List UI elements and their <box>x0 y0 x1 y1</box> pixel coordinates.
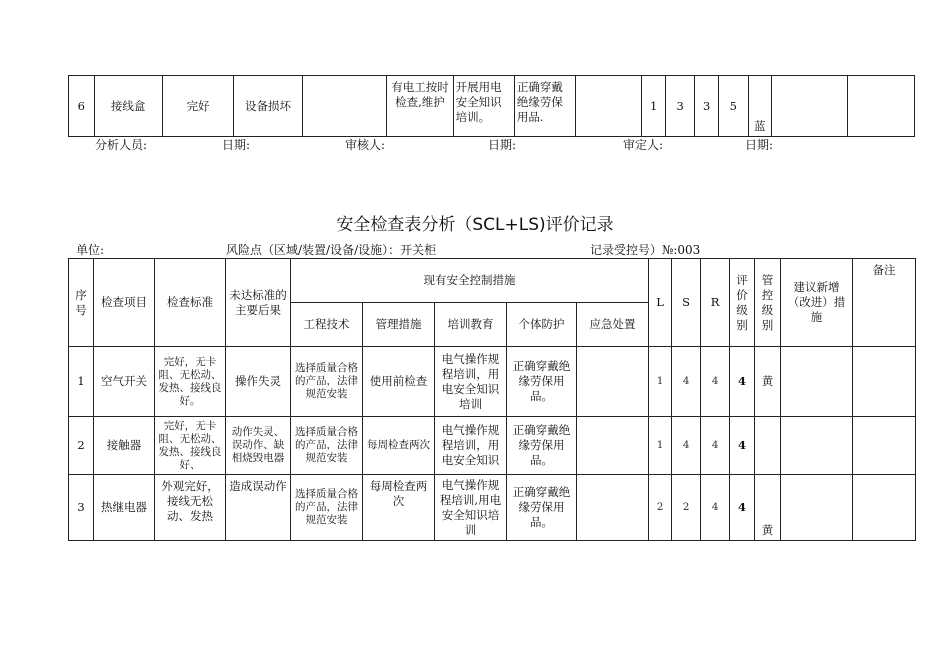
header-remark: 备注 <box>853 259 916 347</box>
page-title: 安全检查表分析（SCL+LS)评价记录 <box>336 215 614 235</box>
cell-R: 4 <box>701 475 730 541</box>
cell-item: 接触器 <box>94 417 155 475</box>
cell-L: 1 <box>642 76 665 137</box>
cell-L: 1 <box>649 417 672 475</box>
unit-label: 单位: <box>76 243 105 257</box>
cell-standard: 完好，无卡阻、无松动、发热、接线良好、 <box>155 417 226 475</box>
cell-consequence: 设备损坏 <box>234 76 302 137</box>
cell-control <box>755 417 781 475</box>
header-no: 序号 <box>69 259 94 347</box>
cell-management: 每周检查两次 <box>363 417 435 475</box>
cell-L: 1 <box>649 347 672 417</box>
cell-remark <box>853 347 916 417</box>
cell-S: 2 <box>672 475 701 541</box>
cell-R: 4 <box>701 347 730 417</box>
cell-level: 4 <box>730 347 755 417</box>
cell-consequence: 操作失灵 <box>226 347 291 417</box>
date-label: 日期: <box>222 138 251 152</box>
risk-point-label: 风险点（区域/装置/设备/设施）：开关柜 <box>226 243 437 257</box>
cell-suggestion <box>781 347 853 417</box>
cell-level: 5 <box>718 76 748 137</box>
cell-engineering: 选择质量合格的产品，法律规范安装 <box>291 417 363 475</box>
cell-no: 6 <box>69 76 95 137</box>
cell-consequence: 造成误动作 <box>226 475 291 541</box>
cell-management: 每周检查两次 <box>363 475 435 541</box>
header-management: 管理措施 <box>363 303 435 347</box>
cell-control: 黄 <box>755 475 781 541</box>
header-engineering: 工程技术 <box>291 303 363 347</box>
cell-training: 电气操作规程培训,用电安全知识培训 <box>435 475 507 541</box>
cell-S: 4 <box>672 347 701 417</box>
header-training: 培训教育 <box>435 303 507 347</box>
table-row <box>69 475 916 541</box>
header-standard: 检查标准 <box>155 259 226 347</box>
cell-consequence: 动作失灵、误动作、缺相烧毁电器 <box>226 417 291 475</box>
cell-level: 4 <box>730 475 755 541</box>
cell-standard: 完好 <box>162 76 233 137</box>
cell-suggestion <box>781 475 853 541</box>
cell-control: 黄 <box>755 347 781 417</box>
cell-R: 3 <box>695 76 718 137</box>
header-R: R <box>701 259 730 347</box>
cell-R: 4 <box>701 417 730 475</box>
header-row <box>69 259 916 303</box>
header-consequence: 未达标准的主要后果 <box>226 259 291 347</box>
table-row <box>69 417 916 475</box>
date-label: 日期: <box>488 138 517 152</box>
record-number: 记录受控号）№:003 <box>590 243 701 257</box>
header-item: 检查项目 <box>94 259 155 347</box>
header-L: L <box>649 259 672 347</box>
cell-standard: 外观完好，接线无松动、发热 <box>155 475 226 541</box>
cell-control: 蓝 <box>748 76 771 137</box>
cell-ppe: 正确穿戴绝缘劳保用品. <box>514 76 575 137</box>
cell-L: 2 <box>649 475 672 541</box>
cell-no: 1 <box>69 347 94 417</box>
cell-ppe: 正确穿戴绝缘劳保用品。 <box>507 475 577 541</box>
cell-item: 热继电器 <box>94 475 155 541</box>
cell-ppe: 正确穿戴绝缘劳保用品。 <box>507 417 577 475</box>
cell-remark <box>853 417 916 475</box>
cell-training: 开展用电安全知识培训。 <box>453 76 514 137</box>
header-level: 评价级别 <box>730 259 755 347</box>
approver-label: 审定人: <box>623 138 664 152</box>
cell-no: 3 <box>69 475 94 541</box>
cell-standard: 完好，无卡阻、无松动、发热、接线良好。 <box>155 347 226 417</box>
previous-page-table <box>68 75 915 137</box>
cell-level: 4 <box>730 417 755 475</box>
header-S: S <box>672 259 701 347</box>
cell-management: 使用前检查 <box>363 347 435 417</box>
cell-training: 电气操作规程培训，用电安全知识培训 <box>435 347 507 417</box>
header-control: 管控级别 <box>755 259 781 347</box>
header-emergency: 应急处置 <box>577 303 649 347</box>
cell-remark <box>847 76 914 137</box>
cell-emergency <box>577 417 649 475</box>
inspection-table <box>68 258 916 541</box>
analyst-label: 分析人员: <box>95 138 148 152</box>
cell-training: 电气操作规程培训，用电安全知识 <box>435 417 507 475</box>
table-row <box>69 347 916 417</box>
cell-remark <box>853 475 916 541</box>
header-ppe: 个体防护 <box>507 303 577 347</box>
cell-emergency <box>577 475 649 541</box>
cell-engineering: 选择质量合格的产品，法律规范安装 <box>291 475 363 541</box>
header-measures: 现有安全控制措施 <box>291 259 649 303</box>
reviewer-label: 审核人: <box>345 138 386 152</box>
cell-emergency <box>577 347 649 417</box>
cell-suggestion <box>772 76 848 137</box>
cell-emergency <box>576 76 642 137</box>
cell-engineering <box>302 76 387 137</box>
cell-engineering: 选择质量合格的产品，法律规范安装 <box>291 347 363 417</box>
cell-ppe: 正确穿戴绝缘劳保用品。 <box>507 347 577 417</box>
cell-item: 空气开关 <box>94 347 155 417</box>
cell-no: 2 <box>69 417 94 475</box>
cell-item: 接线盒 <box>94 76 162 137</box>
date-label: 日期: <box>745 138 774 152</box>
header-suggestion: 建议新增（改进）措施 <box>781 259 853 347</box>
table-row <box>69 76 915 137</box>
cell-management: 有电工按时检查,维护 <box>387 76 453 137</box>
cell-suggestion <box>781 417 853 475</box>
cell-S: 4 <box>672 417 701 475</box>
cell-S: 3 <box>665 76 695 137</box>
